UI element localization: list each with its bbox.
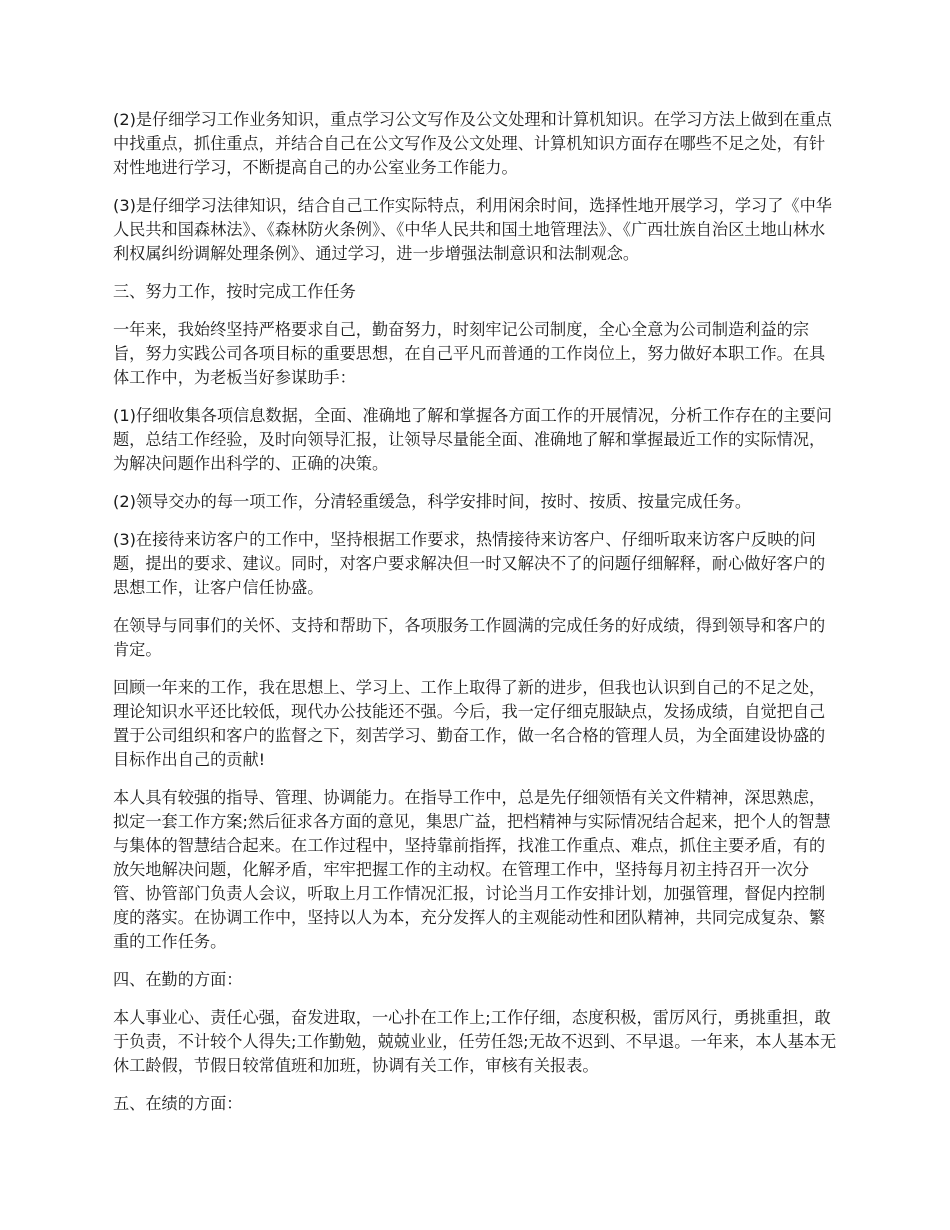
paragraph-management-ability: 本人具有较强的指导、管理、协调能力。在指导工作中，总是先仔细领悟有关文件精神，深思熟虑，拟定一套工作方案;然后征求各方面的意见，集思广益，把档精神与实际情况结合起来，把个人的智慧与集体的智慧结合起来。在工作过程中，坚持靠前指挥，找准工作重点、难点，抓住主要矛盾，有的放矢地解决问题，化解矛盾，牢牢把握工作的主动权。在管理工作中，坚持每月初主持召开一次分管、协管部门负责人会议，听取上月工作情况汇报，讨论当月工作安排计划，加强管理，督促内控制度的落实。在协调工作中，坚持以人为本，充分发挥人的主观能动性和团队精神，共同完成复杂、繁重的工作任务。 xyxy=(113,788,831,951)
paragraph-collect-data: (1)仔细收集各项信息数据，全面、准确地了解和掌握各方面工作的开展情况，分析工作存在的主要问题，总结工作经验，及时向领导汇报，让领导尽量能全面、准确地了解和掌握最近工作的实际情况，为解决问题作出科学的、正确的决策。 xyxy=(113,406,832,473)
paragraph-year-summary: 一年来，我始终坚持严格要求自己，勤奋努力，时刻牢记公司制度，全心全意为公司制造利益的宗旨，努力实践公司各项目标的重要思想，在自己平凡而普通的工作岗位上，努力做好本职工作。在具体工作中，为老板当好参谋助手： xyxy=(113,320,826,387)
paragraph-assigned-tasks: (2)领导交办的每一项工作，分清轻重缓急，科学安排时间，按时、按质、按量完成任务。 xyxy=(113,492,752,511)
paragraph-study-law: (3)是仔细学习法律知识，结合自己工作实际特点，利用闲余时间，选择性地开展学习，学习了《中华人民共和国森林法》、《森林防火条例》、《中华人民共和国土地管理法》、《广西壮族自治区土地山林水利权属纠纷调解处理条例》、通过学习，进一步增强法制意识和法制观念。 xyxy=(113,196,832,263)
section-heading-performance: 五、在绩的方面： xyxy=(113,1094,243,1113)
paragraph-study-business: (2)是仔细学习工作业务知识，重点学习公文写作及公文处理和计算机知识。在学习方法上做到在重点中找重点，抓住重点，并结合自己在公文写作及公文处理、计算机知识方面存在哪些不足之处，有针对性地进行学习，不断提高自己的办公室业务工作能力。 xyxy=(113,110,832,177)
paragraph-diligence: 本人事业心、责任心强，奋发进取，一心扑在工作上;工作仔细，态度积极，雷厉风行，勇挑重担，敢于负责，不计较个人得失;工作勤勉，兢兢业业，任劳任怨;无故不迟到、不早退。一年来，本人基本无休工龄假，节假日较常值班和加班，协调有关工作，审核有关报表。 xyxy=(113,1008,837,1075)
section-heading-work: 三、努力工作，按时完成工作任务 xyxy=(113,282,356,301)
paragraph-recognition: 在领导与同事们的关怀、支持和帮助下，各项服务工作圆满的完成任务的好成绩，得到领导和客户的肯定。 xyxy=(113,616,826,659)
paragraph-receive-clients: (3)在接待来访客户的工作中，坚持根据工作要求，热情接待来访客户、仔细听取来访客户反映的问题，提出的要求、建议。同时，对客户要求解决但一时又解决不了的问题仔细解释，耐心做好客户的思想工作，让客户信任协盛。 xyxy=(113,530,826,597)
section-heading-diligence: 四、在勤的方面： xyxy=(113,970,243,989)
paragraph-review: 回顾一年来的工作，我在思想上、学习上、工作上取得了新的进步，但我也认识到自己的不足之处，理论知识水平还比较低，现代办公技能还不强。今后，我一定仔细克服缺点，发扬成绩，自觉把自己置于公司组织和客户的监督之下，刻苦学习、勤奋工作，做一名合格的管理人员，为全面建设协盛的目标作出自己的贡献! xyxy=(113,678,826,769)
